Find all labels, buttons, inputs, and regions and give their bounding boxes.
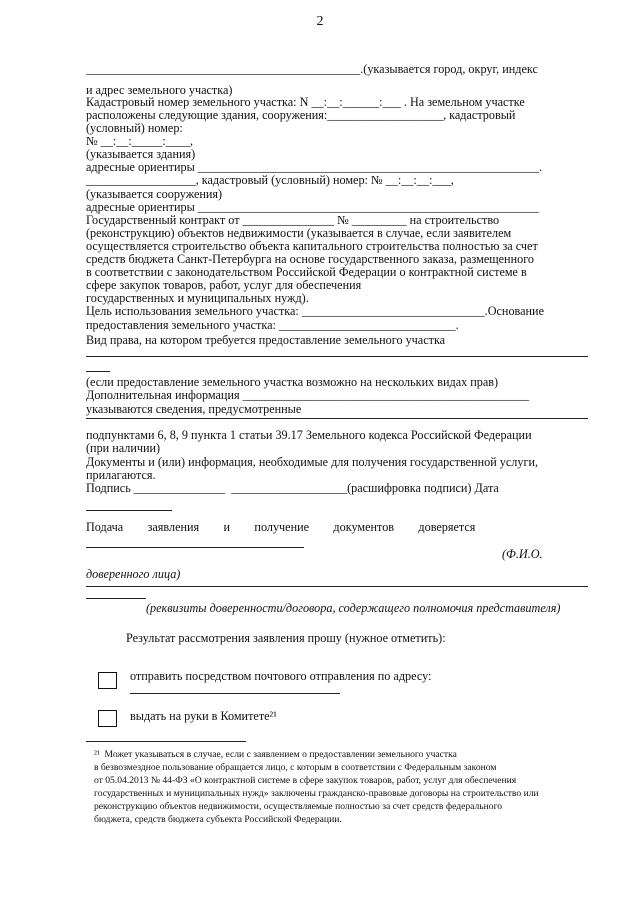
form-line-r13: (реконструкцию) объектов недвижимости (указывается в случае, если заявителем (86, 226, 512, 240)
footnote-line-f4: государственных и муниципальных нужд» заключены гражданско-правовые договоры на строительство или (94, 788, 539, 799)
form-line-r23: Дополнительная информация _______________________________________________ (86, 388, 530, 402)
blank-line (86, 371, 110, 372)
footnote-line-f2: в безвозмездное пользование обращается лицо, с которым в соответствии с Федеральным законом (94, 762, 497, 773)
checkbox-pickup-in-committee[interactable] (98, 710, 117, 727)
form-line-r17: сфере закупок товаров, работ, услуг для обеспечения (86, 278, 362, 292)
form-line-r19: Цель использования земельного участка: ______________________________.Основание (86, 304, 544, 318)
form-line-r5: (условный) номер: (86, 121, 183, 135)
form-line-r27: Документы и (или) информация, необходимые для получения государственной услуги, (86, 455, 539, 469)
form-line-r7: (указывается здания) (86, 147, 196, 161)
form-line-r24: указываются сведения, предусмотренные (86, 402, 302, 416)
form-line-r31: (Ф.И.О. (502, 547, 543, 561)
form-line-r36: выдать на руки в Комитете²¹ (130, 709, 277, 723)
form-line-r8: адресные ориентиры ________________________________________________________. (86, 160, 543, 174)
footnote-line-f3: от 05.04.2013 № 44-ФЗ «О контрактной системе в сфере закупок товаров, работ, услуг для обеспечения (94, 775, 517, 786)
blank-line (86, 356, 588, 357)
form-line-r16: в соответствии с законодательством Российской Федерации о контрактной системе в (86, 265, 527, 279)
form-line-r35: отправить посредством почтового отправления по адресу: (130, 669, 432, 683)
footnote-line-f6: бюджета, средств бюджета субъекта Российской Федерации. (94, 814, 342, 825)
form-line-r26: (при наличии) (86, 441, 161, 455)
blank-line (86, 547, 304, 548)
form-line-r15: средств бюджета Санкт-Петербурга на основе государственного заказа, размещенного (86, 252, 534, 266)
blank-line (86, 418, 588, 419)
blank-line (86, 598, 146, 599)
form-line-r22: (если предоставление земельного участка возможно на нескольких видах прав) (86, 375, 499, 389)
page-number: 2 (316, 14, 324, 29)
form-line-r33: (реквизиты доверенности/договора, содержащего полномочия представителя) (146, 601, 561, 615)
blank-line (130, 693, 340, 694)
footnote-line-f5: реконструкцию объектов недвижимости, осуществляемые полностью за счет средств федерального (94, 801, 503, 812)
form-line-r3: Кадастровый номер земельного участка: N __:__:______:___ . На земельном участке (86, 95, 525, 109)
footnote-separator (86, 741, 246, 742)
checkbox-mail-delivery[interactable] (98, 672, 117, 689)
form-line-r21: Вид права, на котором требуется предоставление земельного участка (86, 333, 446, 347)
footnote-line-f1: ²¹ Может указываться в случае, если с заявлением о предоставлении земельного участка (94, 749, 457, 760)
form-line-r29: Подпись _______________ ___________________(расшифровка подписи) Дата (86, 481, 499, 495)
form-line-r28: прилагаются. (86, 468, 156, 482)
form-line-r4: расположены следующие здания, сооружения:___________________, кадастровый (86, 108, 516, 122)
form-line-r12: Государственный контракт от _______________ № _________ на строительство (86, 213, 500, 227)
form-line-r20: предоставления земельного участка: _____________________________. (86, 318, 459, 332)
form-line-r1: _____________________________________________.(указывается город, округ, индекс (86, 62, 538, 76)
form-line-r18: государственных и муниципальных нужд). (86, 291, 309, 305)
form-line-r2: и адрес земельного участка) (86, 83, 233, 97)
form-line-r9: __________________, кадастровый (условный) номер: № __:__:__:___, (86, 173, 454, 187)
form-line-r6: № __:__:_____:____, (86, 134, 194, 148)
blank-line (86, 510, 172, 511)
form-line-r10: (указывается сооружения) (86, 187, 223, 201)
form-line-r32: доверенного лица) (86, 567, 181, 581)
blank-line (86, 586, 588, 587)
form-line-r14: осуществляется строительство объекта капитального строительства полностью за счет (86, 239, 538, 253)
form-line-r25: подпунктами 6, 8, 9 пункта 1 статьи 39.17 Земельного кодекса Российской Федерации (86, 428, 532, 442)
form-line-r34: Результат рассмотрения заявления прошу (нужное отметить): (126, 631, 446, 645)
form-line-r30: Подача заявления и получение документов доверяется (86, 520, 476, 534)
form-line-r11: адресные ориентиры ________________________________________________________ (86, 200, 540, 214)
